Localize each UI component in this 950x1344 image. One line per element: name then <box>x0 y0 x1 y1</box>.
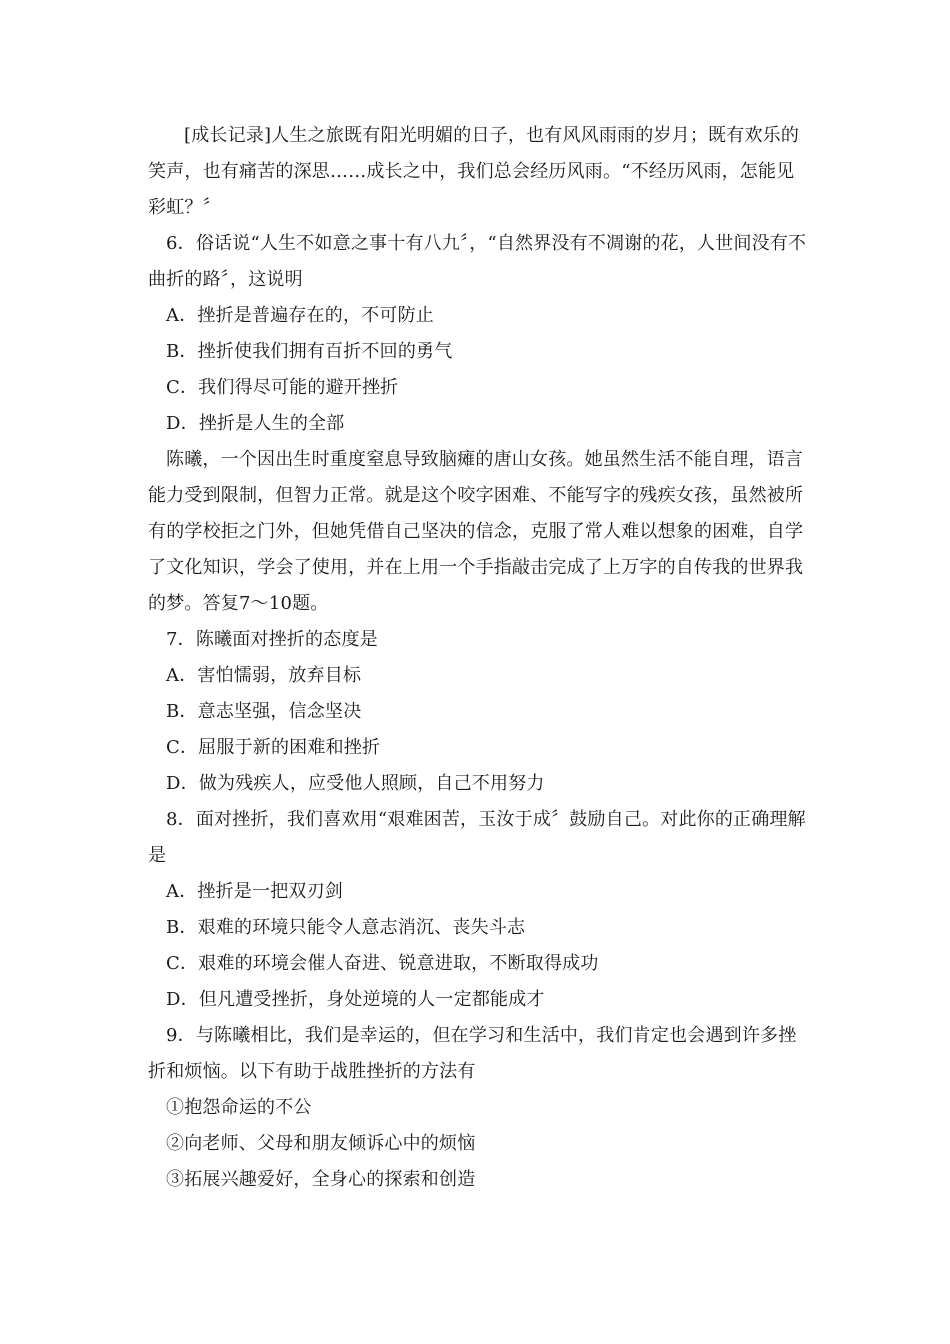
question-6: 6．俗话说“人生不如意之事十有八九〞，“自然界没有不凋谢的花，人世间没有不曲折的路〞，这说明 <box>148 233 807 290</box>
question-7: 7．陈曦面对挫折的态度是 <box>166 629 378 650</box>
document-body <box>148 118 808 1198</box>
q8-option-c: C．艰难的环境会催人奋进、锐意进取，不断取得成功 <box>166 953 599 974</box>
q7-option-b: B．意志坚强，信念坚决 <box>166 701 362 722</box>
q8-option-d: D．但凡遭受挫折，身处逆境的人一定都能成才 <box>166 989 545 1010</box>
q7-option-d: D．做为残疾人，应受他人照顾，自己不用努力 <box>166 773 545 794</box>
question-8: 8．面对挫折，我们喜欢用“艰难困苦，玉汝于成〞鼓励自己。对此你的正确理解是 <box>148 809 806 866</box>
q7-option-a: A．害怕懦弱，放弃目标 <box>166 665 362 686</box>
q9-item-2: ②向老师、父母和朋友倾诉心中的烦恼 <box>166 1133 476 1154</box>
q6-option-a: A．挫折是普遍存在的，不可防止 <box>166 305 434 326</box>
intro-paragraph: [成长记录]人生之旅既有阳光明媚的日子，也有风风雨雨的岁月；既有欢乐的笑声，也有痛苦的深思……成长之中，我们总会经历风雨。“不经历风雨，怎能见彩虹？〞 <box>148 125 800 218</box>
q8-option-a: A．挫折是一把双刃剑 <box>166 881 343 902</box>
q6-option-c: C．我们得尽可能的避开挫折 <box>166 377 399 398</box>
q7-option-c: C．屈服于新的困难和挫折 <box>166 737 381 758</box>
q9-item-1: ①抱怨命运的不公 <box>166 1097 312 1118</box>
q6-option-d: D．挫折是人生的全部 <box>166 413 345 434</box>
question-9: 9．与陈曦相比，我们是幸运的，但在学习和生活中，我们肯定也会遇到许多挫折和烦恼。以下有助于战胜挫折的方法有 <box>148 1025 797 1082</box>
passage-paragraph: 陈曦，一个因出生时重度窒息导致脑瘫的唐山女孩。她虽然生活不能自理，语言能力受到限制，但智力正常。就是这个咬字困难、不能写字的残疾女孩，虽然被所有的学校拒之门外，但她凭借自己坚决的信念，克服了常人难以想象的困难，自学了文化知识，学会了使用，并在上用一个手指敲击完成了上万字的自传我的世界我的梦。答复7～10题。 <box>148 449 804 614</box>
q8-option-b: B．艰难的环境只能令人意志消沉、丧失斗志 <box>166 917 526 938</box>
q9-item-3: ③拓展兴趣爱好，全身心的探索和创造 <box>166 1169 476 1190</box>
q6-option-b: B．挫折使我们拥有百折不回的勇气 <box>166 341 453 362</box>
